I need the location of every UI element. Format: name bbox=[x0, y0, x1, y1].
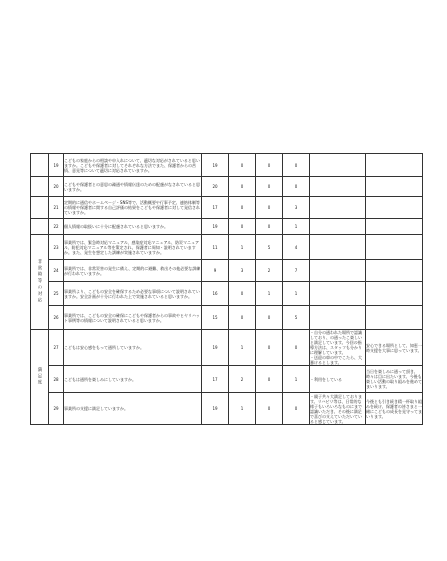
count-unknown: 4 bbox=[283, 235, 310, 260]
count-unknown: 5 bbox=[283, 306, 310, 330]
count-no: 0 bbox=[256, 219, 283, 235]
category-label: 非常時等の対応 bbox=[37, 259, 42, 304]
count-no: 0 bbox=[256, 197, 283, 219]
comment-cell bbox=[310, 330, 366, 366]
count-no: 0 bbox=[256, 330, 283, 366]
question-text: 事業所では、緊急時対応マニュアル、感染症対応マニュアル、防災マニュアル、防犯対応マニュアル等を策定され、保護者に周知・説明されていますか。また、発生を想定した訓練が実施されていますか。 bbox=[64, 235, 202, 260]
count-unknown: 1 bbox=[283, 366, 310, 393]
question-text: 事業所では、非常災害の発生に備え、定期的に避難、救出その他必要な訓練が行われていますか。 bbox=[64, 260, 202, 282]
category-satisfaction bbox=[31, 330, 49, 425]
table-row bbox=[31, 366, 423, 393]
question-number: 28 bbox=[49, 366, 64, 393]
question-text: 事業所より、こどもの安全を確保するため必要な事項について説明されていますか。安全計画が十分に行われた上で実施されていると思いますか。 bbox=[64, 282, 202, 306]
count-neutral: 1 bbox=[229, 235, 256, 260]
comment-cell bbox=[310, 235, 366, 260]
table-row bbox=[31, 154, 423, 177]
response-cell bbox=[366, 282, 423, 306]
question-number: 22 bbox=[49, 219, 64, 235]
table-row bbox=[31, 306, 423, 330]
comment-cell bbox=[310, 366, 366, 393]
comment-cell bbox=[310, 177, 366, 197]
table-row bbox=[31, 260, 423, 282]
response-cell bbox=[366, 154, 423, 177]
count-no: 0 bbox=[256, 177, 283, 197]
count-neutral: 2 bbox=[229, 366, 256, 393]
count-no: 2 bbox=[256, 260, 283, 282]
question-text: 個人情報の取扱いに十分に配慮されていると思いますか。 bbox=[64, 219, 202, 235]
count-no: 0 bbox=[256, 154, 283, 177]
count-no: 0 bbox=[256, 306, 283, 330]
question-number: 29 bbox=[49, 393, 64, 425]
comment-line: ・自分の通われた場所で認識しており、の通ったこ楽しいと満足しています。今回の指導方法は、スタッフも分かりに理解しています。 bbox=[310, 330, 362, 355]
table-row bbox=[31, 219, 423, 235]
question-text: 事業所の支援に満足していますか。 bbox=[64, 393, 202, 425]
count-unknown: 1 bbox=[283, 282, 310, 306]
question-number: 25 bbox=[49, 282, 64, 306]
count-yes: 20 bbox=[202, 177, 229, 197]
count-neutral: 0 bbox=[229, 282, 256, 306]
question-text: 事業所では、こどもの安全の確保にこどもや保護者からの事故やヒヤリハット事例等の情報について説明されていると思いますか。 bbox=[64, 306, 202, 330]
count-neutral: 1 bbox=[229, 330, 256, 366]
table-row bbox=[31, 177, 423, 197]
count-unknown: 0 bbox=[283, 393, 310, 425]
count-yes: 19 bbox=[202, 219, 229, 235]
comment-line: ・利用をしている bbox=[310, 376, 342, 382]
comment-cell bbox=[310, 197, 366, 219]
count-yes: 16 bbox=[202, 282, 229, 306]
table-row bbox=[31, 197, 423, 219]
comment-cell bbox=[310, 393, 366, 425]
response-cell bbox=[366, 235, 423, 260]
comment-line: ・送迎の車の中でこたら、大暴けるとします。 bbox=[310, 355, 362, 365]
category-cell-blank bbox=[31, 219, 49, 235]
comment-cell bbox=[310, 219, 366, 235]
count-neutral: 0 bbox=[229, 219, 256, 235]
count-unknown: 1 bbox=[283, 219, 310, 235]
question-text: こどもや保護者との意思の疎通や情報伝達のための配慮がなされていると思いますか。 bbox=[64, 177, 202, 197]
count-no: 0 bbox=[256, 393, 283, 425]
count-unknown: 0 bbox=[283, 330, 310, 366]
count-no: 5 bbox=[256, 235, 283, 260]
count-yes: 19 bbox=[202, 393, 229, 425]
count-neutral: 0 bbox=[229, 306, 256, 330]
table-row bbox=[31, 393, 423, 425]
count-yes: 9 bbox=[202, 260, 229, 282]
category-safety bbox=[31, 235, 49, 330]
question-text: こどもの家庭からの相談や申入れについて、適切な対応がされていると思いますか。こどもや保護者に対してそれぞれな方法でまた、保護者からの苦情、意見等について適切に対応されていますか。 bbox=[64, 154, 202, 177]
table-row bbox=[31, 330, 423, 366]
question-number: 23 bbox=[49, 235, 64, 260]
count-unknown: 3 bbox=[283, 197, 310, 219]
count-yes: 11 bbox=[202, 235, 229, 260]
comment-cell bbox=[310, 282, 366, 306]
response-cell bbox=[366, 219, 423, 235]
category-label: 満足度 bbox=[37, 366, 42, 387]
comment-cell bbox=[310, 260, 366, 282]
survey-table bbox=[30, 153, 423, 425]
count-neutral: 0 bbox=[229, 197, 256, 219]
count-no: 0 bbox=[256, 366, 283, 393]
response-cell bbox=[366, 197, 423, 219]
count-unknown: 0 bbox=[283, 154, 310, 177]
count-unknown: 7 bbox=[283, 260, 310, 282]
response-cell bbox=[366, 177, 423, 197]
count-neutral: 3 bbox=[229, 260, 256, 282]
category-cell-blank bbox=[31, 197, 49, 219]
comment-cell bbox=[310, 154, 366, 177]
question-number: 27 bbox=[49, 330, 64, 366]
question-number: 26 bbox=[49, 306, 64, 330]
count-neutral: 1 bbox=[229, 393, 256, 425]
response-cell: 当日を楽しみに通って頂き、時々は目に出たいます。今後も楽しい活動の取り組みを進めてまいります。 bbox=[366, 366, 423, 393]
question-number: 19 bbox=[49, 154, 64, 177]
survey-sheet bbox=[30, 153, 422, 424]
response-cell: 今後とも引き続き精一杯取り組みを続け、保護者の皆さまと一緒にこどもの成長を見守ってまいります。 bbox=[366, 393, 423, 425]
response-cell: 安心できる場所として、知恵一時支援を大事に思っています。 bbox=[366, 330, 423, 366]
count-yes: 19 bbox=[202, 154, 229, 177]
question-text: こどもは安心感をもって通所していますか。 bbox=[64, 330, 202, 366]
question-number: 21 bbox=[49, 197, 64, 219]
table-row bbox=[31, 235, 423, 260]
question-number: 20 bbox=[49, 177, 64, 197]
category-cell-blank bbox=[31, 177, 49, 197]
count-unknown: 0 bbox=[283, 177, 310, 197]
count-yes: 19 bbox=[202, 330, 229, 366]
comment-line: ・親子共々大満足しております。リハビリ等は、日常的な様子もいろいろなものにまで認識いただき、その後に満足で喜びの支えていただいていると感じています。 bbox=[310, 393, 362, 424]
count-neutral: 0 bbox=[229, 154, 256, 177]
question-text: こどもは通所を楽しみにしていますか。 bbox=[64, 366, 202, 393]
count-yes: 15 bbox=[202, 306, 229, 330]
count-yes: 17 bbox=[202, 197, 229, 219]
count-no: 1 bbox=[256, 282, 283, 306]
table-row bbox=[31, 282, 423, 306]
response-cell bbox=[366, 260, 423, 282]
count-yes: 17 bbox=[202, 366, 229, 393]
category-cell-blank bbox=[31, 154, 49, 177]
question-text: 定期的に通信やホームページ・SNS等で、活動概要や行事予定、連絡体制等の情報や保護者に関する自己評価の結果をこどもや保護者に対して発信されていますか。 bbox=[64, 197, 202, 219]
count-neutral: 0 bbox=[229, 177, 256, 197]
response-cell bbox=[366, 306, 423, 330]
comment-cell bbox=[310, 306, 366, 330]
question-number: 24 bbox=[49, 260, 64, 282]
